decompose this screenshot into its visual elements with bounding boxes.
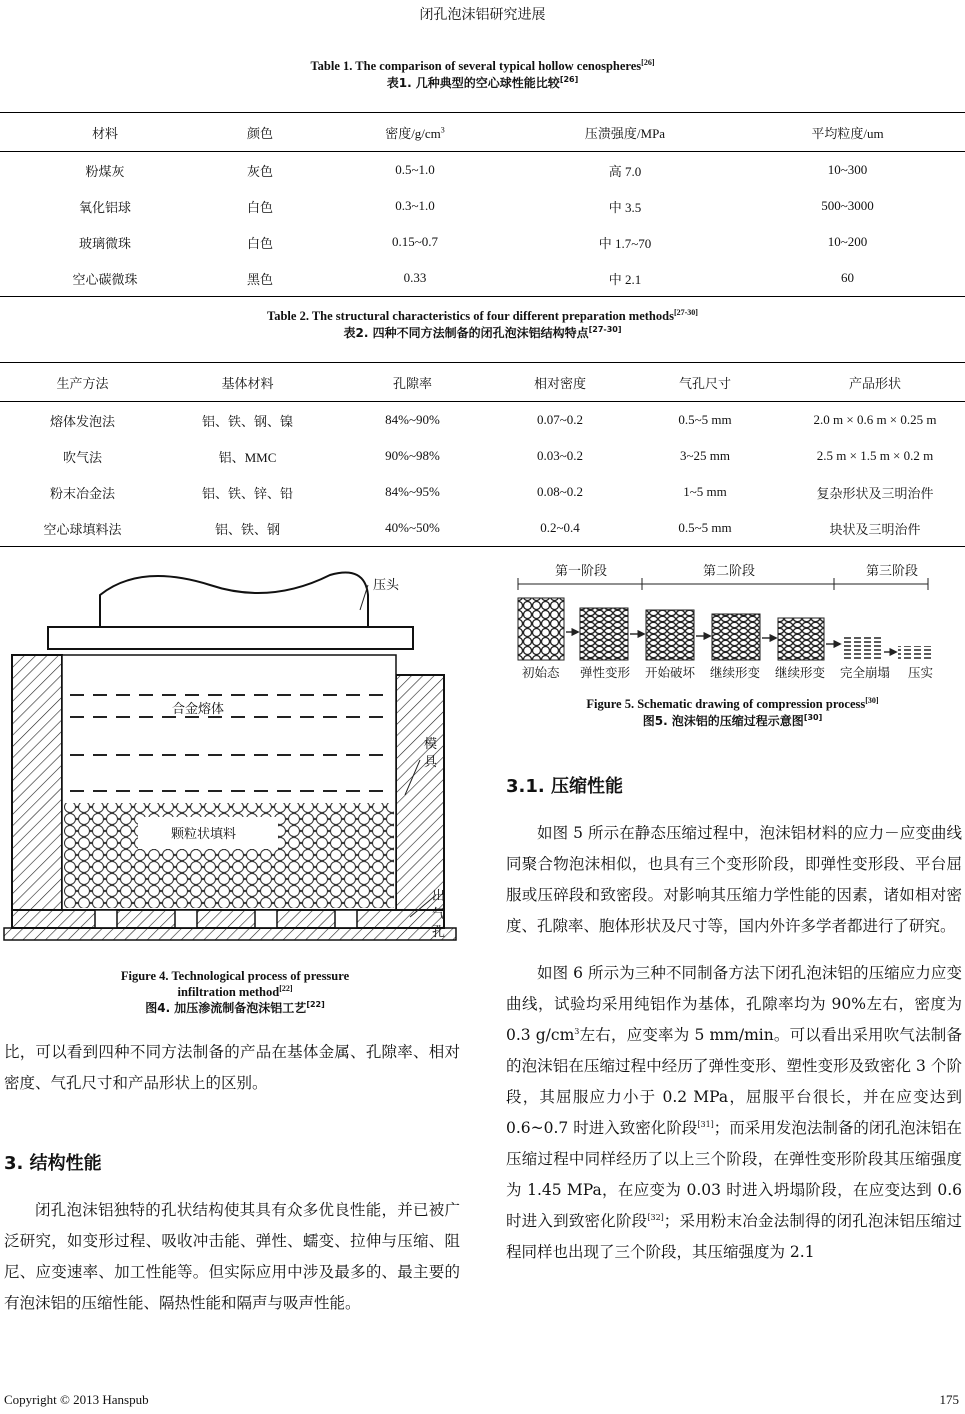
para2-part-d: ；采用粉末冶金法制得的闭孔泡沫铝压缩过程同样也出现了三个阶段，其压缩强度为 2.1 [506,1212,962,1261]
table2-caption [0,308,965,342]
table1-header-cell: 颜色 [210,113,310,152]
state-label: 初始态 [522,665,560,680]
state-label: 继续形变 [710,665,761,680]
block-continued-2 [778,618,824,660]
table1-caption [0,58,965,92]
table-cell: 吹气法 [62,449,102,465]
table-cell: 空心球填料法 [0,510,165,547]
table1-caption-zh-ref: [26] [559,75,579,84]
table-cell: 0.5~1.0 [395,162,435,177]
vent-label-char: 孔 [432,925,446,940]
figure5-caption-zh-ref: [30] [803,713,823,722]
figure4-caption-en-line2: infiltration method [177,985,280,999]
table-cell: 中 1.7~70 [598,235,652,251]
press-plate [48,627,413,649]
press-head-shape [100,573,368,628]
table-cell: 粉煤灰 [85,163,125,179]
table2-header-cell: 相对密度 [495,363,625,402]
table2-caption-zh-ref: [27-30] [588,325,622,334]
table-cell: 40%~50% [330,510,495,547]
figure4-caption-en-line1: Figure 4. Technological process of pressure [120,969,350,983]
figure4-caption [0,968,470,1016]
table2 [0,362,965,547]
para2-sup: 3 [574,1026,580,1036]
stage-label-1: 第一阶段 [555,564,608,579]
table-cell: 0.2~0.4 [495,510,625,547]
table-cell: 铝、铁、锌、铅 [201,485,293,501]
block-compacted [898,646,932,660]
table-cell: 灰色 [246,163,273,179]
table1-caption-en-ref: [26] [641,57,655,67]
footer-page-number: 175 [939,1392,959,1407]
section-heading-3: 3. 结构性能 [4,1153,102,1174]
table-cell: 白色 [246,235,273,251]
para2-ref-2: [32] [647,1212,664,1222]
table-cell: 10~300 [827,162,868,177]
table-cell: 玻璃微珠 [78,235,131,251]
mold-support [4,928,456,940]
table-cell: 粉末冶金法 [49,485,115,501]
figure5-caption-zh: 图5. 泡沫铝的压缩过程示意图 [642,714,804,728]
table-row [0,224,965,260]
figure5-caption-en: Figure 5. Schematic drawing of compression process [586,697,866,711]
table-cell: 500~3000 [821,198,874,213]
table-cell: 0.5~5 mm [625,510,785,547]
figure4-caption-en-ref: [22] [279,983,293,993]
vent-label-char: 出 [432,889,446,904]
mold-label [424,736,440,772]
table-cell: 铝、铁、钢 [165,510,330,547]
mold-left-wall [12,655,62,910]
table-cell: 0.5~5 mm [678,412,732,427]
table2-header-cell: 生产方法 [0,363,165,402]
table-cell: 铝、MMC [218,449,277,465]
left-para-continued: 比，可以看到四种不同方法制备的产品在基体金属、孔隙率、相对密度、气孔尺寸和产品形状上的区别。 [4,1043,460,1092]
table1-caption-zh: 表1. 几种典型的空心球性能比较 [386,76,560,90]
table-row [0,438,965,474]
vent-label-char: 气 [432,907,446,922]
mold-label-char: 具 [424,755,438,770]
table1-header-density-text: 密度/g/cm [385,125,441,141]
table1-header-cell-density [310,113,520,152]
table-cell: 0.3~1.0 [395,198,435,213]
state-label: 压实 [908,665,934,680]
right-para-compression-1: 如图 5 所示在静态压缩过程中，泡沫铝材料的应力－应变曲线同聚合物泡沫相似，也具有三个变形阶段，即弹性变形段、平台屈服或压碎段和致密段。对影响其压缩力学性能的因素，诸如相对密度、孔隙率、胞体形状及尺寸等，国内外许多学者都进行了研究。 [506,824,962,935]
table-row [0,474,965,510]
table-cell: 空心碳微珠 [0,260,210,297]
figure5-caption [505,696,960,730]
table1-header-density-sup: 3 [440,125,445,135]
table-cell: 0.03~0.2 [536,448,584,463]
table-cell: 铝、铁、钢、镍 [201,413,293,429]
table-cell: 2.0 m × 0.6 m × 0.25 m [813,412,937,427]
table-cell: 10~200 [827,234,868,249]
table2-caption-zh: 表2. 四种不同方法制备的闭孔泡沫铝结构特点 [343,326,589,340]
table1-header-cell: 材料 [0,113,210,152]
table2-caption-en-ref: [27-30] [673,307,698,317]
para2-part-a: 如图 6 所示为三种不同制备方法下闭孔泡沫铝的压缩应力应变曲线，试验均采用纯铝作为基体，孔隙率均为 90%左右，密度为 0.3 g/cm [506,964,962,1044]
block-continued-1 [712,614,760,660]
melt-label: 合金熔体 [172,702,225,717]
block-damage [646,610,694,660]
table1-header-row [0,113,965,152]
figure4-caption-zh: 图4. 加压渗流制备泡沫铝工艺 [145,1001,307,1015]
left-para-structural: 闭孔泡沫铝独特的孔状结构使其具有众多优良性能，并已被广泛研究，如变形过程、吸收冲击能、弹性、蠕变、拉伸与压缩、阻尼、应变速率、加工性能等。但实际应用中涉及最多的、最主要的有泡沫铝的压缩性能、隔热性能和隔声与吸声性能。 [4,1201,460,1312]
para2-part-b: 左右，应变率为 5 mm/min。可以看出采用吹气法制备的泡沫铝在压缩过程中经历了弹性变形、塑性变形及致密化 3 个阶段，其屈服应力小于 0.2 MPa，屈服平台很长，并在应变达到 0.6~0.7 时进入致密化阶段 [506,1026,962,1137]
table2-header-cell: 孔隙率 [330,363,495,402]
table-cell: 熔体发泡法 [49,413,115,429]
state-label: 弹性变形 [580,665,631,680]
table-cell: 84%~95% [385,484,440,499]
stage-label-3: 第三阶段 [866,564,919,579]
table-cell: 2.5 m × 1.5 m × 0.2 m [816,448,934,463]
table2-header-cell: 气孔尺寸 [625,363,785,402]
mold-base [12,910,444,928]
table-cell: 中 3.5 [608,199,642,215]
table-row [0,402,965,439]
table2-header-row [0,363,965,402]
state-label: 完全崩塌 [840,665,891,680]
table2-header-cell: 产品形状 [785,363,965,402]
table1-header-cell: 压溃强度/MPa [520,113,730,152]
table-cell: 氧化铝球 [78,199,131,215]
footer-copyright: Copyright © 2013 Hanspub [4,1392,149,1407]
table-cell: 复杂形状及三明治件 [816,485,934,501]
para2-part-c: ；而采用发泡法制备的闭孔泡沫铝在压缩过程中同样经历了以上三个阶段，在弹性变形阶段其压缩强度为 1.45 MPa，在应变为 0.03 时进入坍塌阶段，在应变达到 0.6 时进入到致密化阶段 [506,1119,962,1230]
figure4-caption-zh-ref: [22] [306,1000,325,1009]
table-cell: 块状及三明治件 [785,510,965,547]
figure5-caption-en-ref: [30] [865,695,879,705]
vent-label [432,888,448,942]
table2-caption-en: Table 2. The structural characteristics of four different preparation methods [267,309,674,323]
block-elastic [580,608,628,660]
table-cell: 1~5 mm [683,484,727,499]
block-initial [518,598,564,660]
table-row [0,188,965,224]
table-cell: 中 2.1 [520,260,730,297]
press-head-label: 压头 [373,578,400,593]
table-cell: 3~25 mm [679,448,730,463]
mold-label-char: 模 [424,737,438,752]
running-head: 闭孔泡沫铝研究进展 [419,7,546,23]
table1-header-cell: 平均粒度/um [730,113,965,152]
table-row [0,260,965,297]
para2-ref-1: [31] [697,1119,714,1129]
table-cell: 90%~98% [385,448,440,463]
stage-label-2: 第二阶段 [703,564,756,579]
mold-right-wall [396,675,444,910]
table-cell: 84%~90% [385,412,440,427]
table2-header-cell: 基体材料 [165,363,330,402]
table-cell: 0.07~0.2 [536,412,584,427]
right-para-compression-2 [506,958,962,1268]
table-cell: 黑色 [210,260,310,297]
table-cell: 60 [730,260,965,297]
subsection-heading-3-1: 3.1. 压缩性能 [506,776,623,797]
filler-label: 颗粒状填料 [171,827,237,842]
table-cell: 白色 [246,199,273,215]
state-label: 开始破坏 [645,665,696,680]
table-cell: 0.33 [310,260,520,297]
table-cell: 高 7.0 [608,163,642,179]
table1 [0,112,965,297]
state-label: 继续形变 [775,665,826,680]
table-row [0,510,965,547]
table-row [0,152,965,189]
table-cell: 0.08~0.2 [536,484,584,499]
table1-caption-en: Table 1. The comparison of several typical hollow cenospheres [310,59,642,73]
figure4-diagram [0,555,470,960]
block-collapsed [842,636,882,660]
table-cell: 0.15~0.7 [391,234,439,249]
